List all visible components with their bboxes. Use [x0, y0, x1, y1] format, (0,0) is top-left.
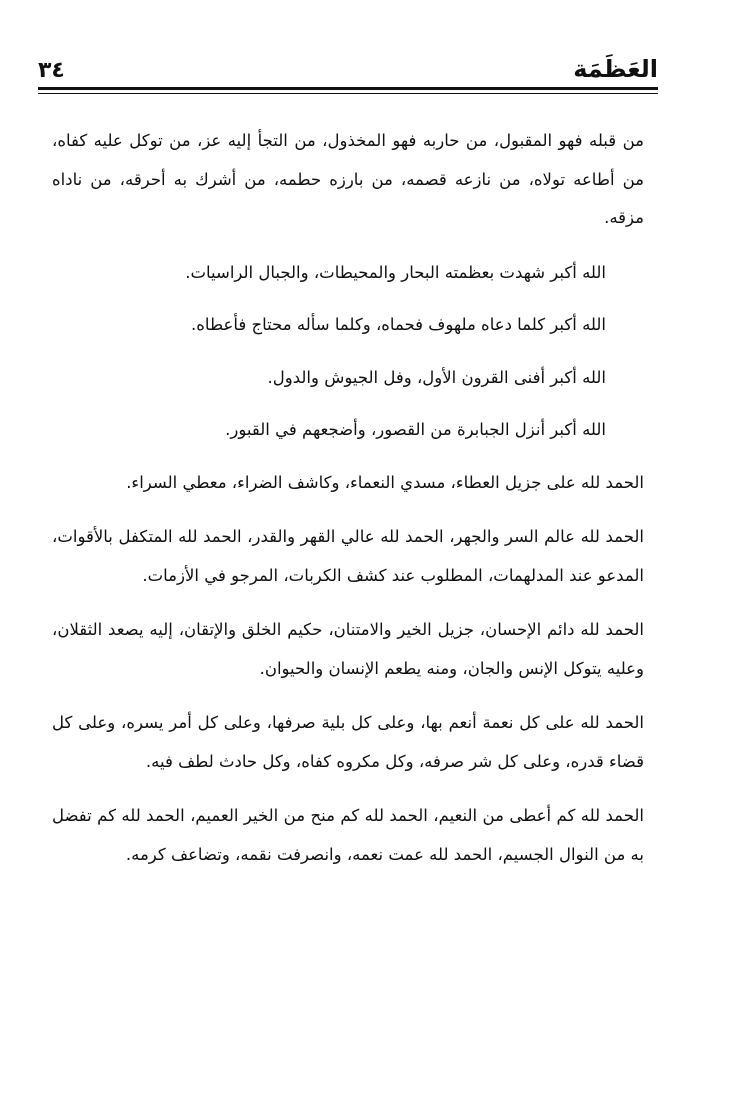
paragraph: الله أكبر كلما دعاه ملهوف فحماه، وكلما سأله محتاج فأعطاه. [191, 315, 606, 334]
page-header [38, 56, 658, 86]
header-rule-thin [38, 93, 658, 94]
paragraph: الحمد لله كم أعطى من النعيم، الحمد لله كم منح من الخير العميم، الحمد لله كم تفضل به من النوال الجسيم، الحمد لله عمت نعمه، وانصرفت نقمه، وتضاعف كرمه. [52, 806, 644, 864]
paragraph: الله أكبر أنزل الجبابرة من القصور، وأضجعهم في القبور. [225, 420, 606, 439]
paragraph: الحمد لله عالم السر والجهر، الحمد لله عالي القهر والقدر، الحمد لله المتكفل بالأقوات، المدعو عند المدلهمات، المطلوب عند كشف الكربات، المرجو في الأزمات. [52, 527, 644, 585]
paragraph: الحمد لله دائم الإحسان، جزيل الخير والامتنان، حكيم الخلق والإتقان، إليه يصعد الثقلان، وعليه يتوكل الإنس والجان، ومنه يطعم الإنسان والحيوان. [52, 620, 644, 678]
header-rule-thick [38, 87, 658, 90]
paragraph: الحمد لله على كل نعمة أنعم بها، وعلى كل بلية صرفها، وعلى كل أمر يسره، وعلى كل قضاء قدره، وعلى كل شر صرفه، وكل مكروه كفاه، وكل حادث لطف فيه. [52, 713, 644, 771]
page-body [52, 122, 644, 890]
paragraph: الحمد لله على جزيل العطاء، مسدي النعماء، وكاشف الضراء، معطي السراء. [126, 472, 644, 492]
page-number: ٣٤ [38, 58, 65, 83]
paragraph: الله أكبر أفنى القرون الأول، وفل الجيوش والدول. [267, 367, 606, 387]
paragraph: من قبله فهو المقبول، من حاربه فهو المخذول، من التجأ إليه عز، من توكل عليه كفاه، من أطاعه تولاه، من نازعه قصمه، من بارزه حطمه، من أشرك به أحرقه، من ناداه مزقه. [52, 131, 644, 227]
running-title: العَظَمَة [573, 55, 658, 83]
paragraph: الله أكبر شهدت بعظمته البحار والمحيطات، والجبال الراسيات. [185, 262, 606, 282]
